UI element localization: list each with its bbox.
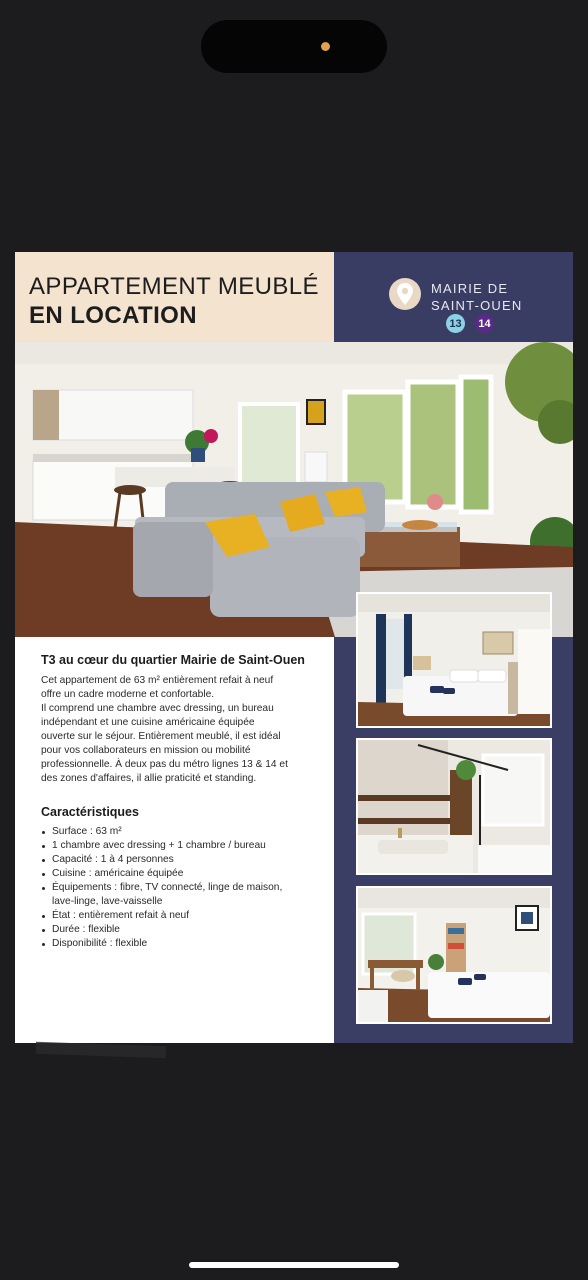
location-block: [334, 252, 573, 342]
feature-item: Surface : 63 m²: [41, 825, 316, 839]
feature-item: État : entièrement refait à neuf: [41, 909, 316, 923]
title-line-2: EN LOCATION: [29, 302, 197, 329]
title-line-1: APPARTEMENT MEUBLÉ: [29, 273, 319, 300]
location-line-2: SAINT-OUEN: [431, 298, 523, 313]
description-line: pour vos collaborateurs en mission ou mobilité: [41, 745, 251, 756]
camera-indicator-dot: [321, 42, 330, 51]
rental-flyer: [15, 252, 573, 1043]
home-indicator[interactable]: [189, 1262, 399, 1268]
metro-line-13-badge: 13: [446, 314, 465, 333]
description-line: Il comprend une chambre avec dressing, un bureau: [41, 703, 274, 714]
description-line: des zones d'affaires, il allie praticité et standing.: [41, 773, 257, 784]
description-line: professionnelle. À deux pas du métro lignes 13 & 14 et: [41, 759, 288, 770]
office-bedroom-photo: [356, 886, 552, 1024]
paper-shadow: [36, 1042, 166, 1059]
description-line: ouverte sur le séjour. Entièrement meublé, il est idéal: [41, 731, 281, 742]
metro-lines: [446, 314, 494, 333]
feature-item: Durée : flexible: [41, 923, 316, 937]
description-panel: [15, 637, 334, 1043]
flyer-title-block: [15, 252, 334, 342]
feature-item: 1 chambre avec dressing + 1 chambre / bureau: [41, 839, 316, 853]
feature-item: Disponibilité : flexible: [41, 937, 316, 951]
description-line: offre un cadre moderne et confortable.: [41, 689, 215, 700]
bedroom-photo: [356, 592, 552, 728]
location-name: [431, 280, 522, 314]
description-line: Cet appartement de 63 m² entièrement refait à neuf: [41, 675, 274, 686]
feature-item: Cuisine : américaine équipée: [41, 867, 316, 881]
bathroom-photo: [356, 738, 552, 875]
flyer-subtitle: T3 au cœur du quartier Mairie de Saint-Ouen: [41, 653, 305, 667]
dynamic-island: [201, 20, 387, 73]
map-pin-icon: [389, 278, 421, 310]
feature-item: Équipements : fibre, TV connecté, linge de maison,: [41, 881, 316, 895]
description-line: indépendant et une cuisine américaine équipée: [41, 717, 255, 728]
features-heading: Caractéristiques: [41, 805, 139, 819]
feature-item: Capacité : 1 à 4 personnes: [41, 853, 316, 867]
features-list: [41, 825, 316, 951]
location-line-1: MAIRIE DE: [431, 281, 509, 296]
metro-line-14-badge: 14: [475, 314, 494, 333]
description-text: [41, 674, 316, 786]
feature-item-continued: lave-linge, lave-vaisselle: [52, 896, 163, 907]
